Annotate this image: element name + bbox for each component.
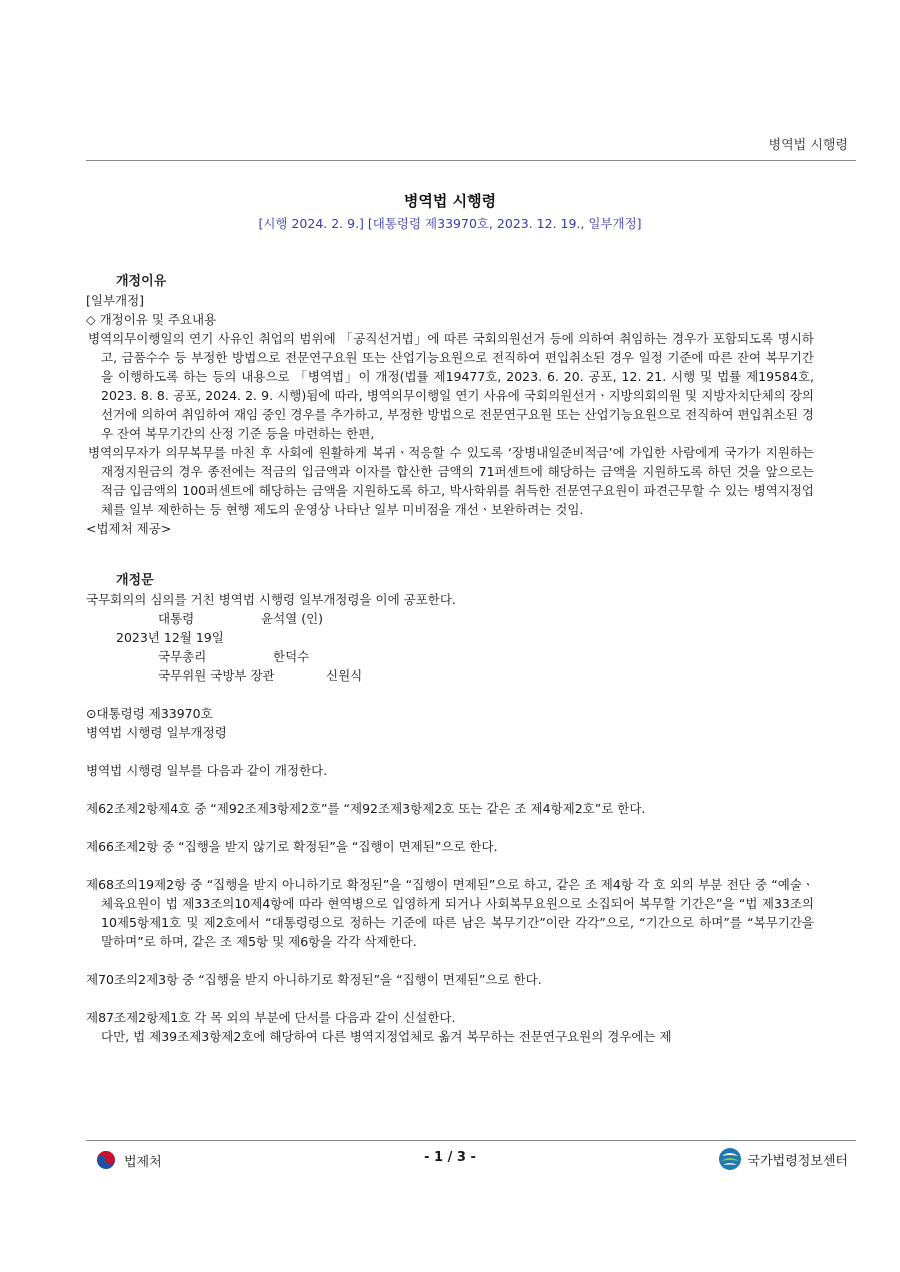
footer-divider bbox=[86, 1140, 856, 1141]
minister-name: 신원식 bbox=[326, 668, 363, 683]
promulgation-date: 2023년 12월 19일 bbox=[116, 630, 224, 645]
running-title: 병역법 시행령 bbox=[768, 138, 848, 153]
pm-name: 한덕수 bbox=[273, 649, 310, 664]
reason-source: <법제처 제공> bbox=[86, 521, 172, 536]
page-number: - 1 / 3 - bbox=[424, 1150, 476, 1165]
reason-paragraph-1: 병역의무이행일의 연기 사유인 취업의 범위에 「공직선거법」에 따른 국회의원선거 등에 의하여 취임하는 경우가 포함되도록 명시하고, 금품수수 등 부정한 방법으로 전문연구요원 또는 산업기능요원으로 전직하여 편입취소된 경우 일정 기준에 따른 잔여 복무기간을 이행하도록 하는 등의 내용으로 「병역법」이 개정(법률 제19477호, 2023. 6. 20. 공포, 12. 21. 시행 및 법률 제19584호, 2023. 8. 8. 공포, 2024. 2. 9. 시행)됨에 따라, 병역의무이행일 연기 사유에 국회의원선거ㆍ지방의회의원 및 지방자치단체의 장의 선거에 의하여 취임하여 재임 중인 경우를 추가하고, 부정한 방법으로 전문연구요원 또는 산업기능요원으로 전직하여 편입취소된 경우 잔여 복무기간의 산정 기준 등을 마련하는 한편, bbox=[88, 331, 814, 441]
amendment-intro: 병역법 시행령 일부를 다음과 같이 개정한다. bbox=[86, 763, 328, 778]
document-subtitle: [시행 2024. 2. 9.] [대통령령 제33970호, 2023. 12. 19., 일부개정] bbox=[258, 216, 642, 231]
header-divider bbox=[86, 160, 856, 161]
footer-left-label: 법제처 bbox=[124, 1154, 162, 1170]
globe-icon bbox=[718, 1147, 742, 1171]
pm-title: 국무총리 bbox=[158, 649, 207, 664]
president-signature bbox=[86, 609, 814, 628]
president-title: 대통령 bbox=[158, 611, 195, 626]
reason-paragraph-2: 병역의무자가 의무복무를 마친 후 사회에 원활하게 복귀ㆍ적응할 수 있도록 ‘장병내일준비적금’에 가입한 사람에게 국가가 지원하는 재정지원금의 경우 종전에는 적금의 입금액과 이자를 합산한 금액의 71퍼센트에 해당하는 금액을 지원하도록 하던 것을 앞으로는 적금 입금액의 100퍼센트에 해당하는 금액을 지원하도록 하고, 박사학위를 취득한 전문연구요원이 파견근무할 수 있는 병역지정업체를 일부 제한하는 등 현행 제도의 운영상 나타난 일부 미비점을 개선ㆍ보완하려는 것임. bbox=[88, 445, 814, 517]
article-66-amendment: 제66조제2항 중 “집행을 받지 않기로 확정된”을 “집행이 면제된”으로 한다. bbox=[86, 839, 498, 854]
decree-number: ⊙대통령령 제33970호 bbox=[86, 706, 213, 721]
article-68-amendment: 제68조의19제2항 중 “집행을 받지 아니하기로 확정된”을 “집행이 면제된”으로 하고, 같은 조 제4항 각 호 외의 부분 전단 중 “예술ㆍ체육요원이 법 제33조의10제4항에 따라 현역병으로 입영하게 되거나 사회복무요원으로 소집되어 복무할 기간은”을 “법 제33조의10제5항제1호 및 제2호에서 “대통령령으로 정하는 기준에 따른 남은 복무기간”이란 각각”으로, “기간으로 하며”를 “복무기간을 말하며”로 하며, 같은 조 제5항 및 제6항을 각각 삭제한다. bbox=[86, 877, 814, 949]
amendment-heading: 개정문 bbox=[116, 573, 154, 588]
article-87-proviso: 다만, 법 제39조제3항제2호에 해당하여 다른 병역지정업체로 옮겨 복무하는 전문연구요원의 경우에는 제 bbox=[101, 1029, 672, 1044]
article-62-amendment: 제62조제2항제4호 중 “제92조제3항제2호”를 “제92조제3항제2호 또는 같은 조 제4항제2호”로 한다. bbox=[86, 801, 646, 816]
decree-name: 병역법 시행령 일부개정령 bbox=[86, 725, 227, 740]
footer-right bbox=[718, 1147, 848, 1171]
amendment-type: [일부개정] bbox=[86, 293, 145, 308]
article-87-amendment: 제87조제2항제1호 각 목 외의 부분에 단서를 다음과 같이 신설한다. bbox=[86, 1010, 456, 1025]
minister-signature bbox=[86, 666, 814, 685]
reason-heading: 개정이유 bbox=[116, 274, 167, 289]
president-name: 윤석열 (인) bbox=[261, 611, 324, 626]
promulgation-intro: 국무회의의 심의를 거친 병역법 시행령 일부개정령을 이에 공포한다. bbox=[86, 592, 456, 607]
document-body bbox=[86, 272, 814, 1046]
minister-title: 국무위원 국방부 장관 bbox=[158, 668, 275, 683]
reason-subheading: ◇ 개정이유 및 주요내용 bbox=[86, 312, 217, 327]
article-70-amendment: 제70조의2제3항 중 “집행을 받지 아니하기로 확정된”을 “집행이 면제된”으로 한다. bbox=[86, 972, 542, 987]
document-title: 병역법 시행령 bbox=[403, 192, 497, 210]
footer-right-label: 국가법령정보센터 bbox=[747, 1153, 848, 1169]
pm-signature bbox=[86, 647, 814, 666]
